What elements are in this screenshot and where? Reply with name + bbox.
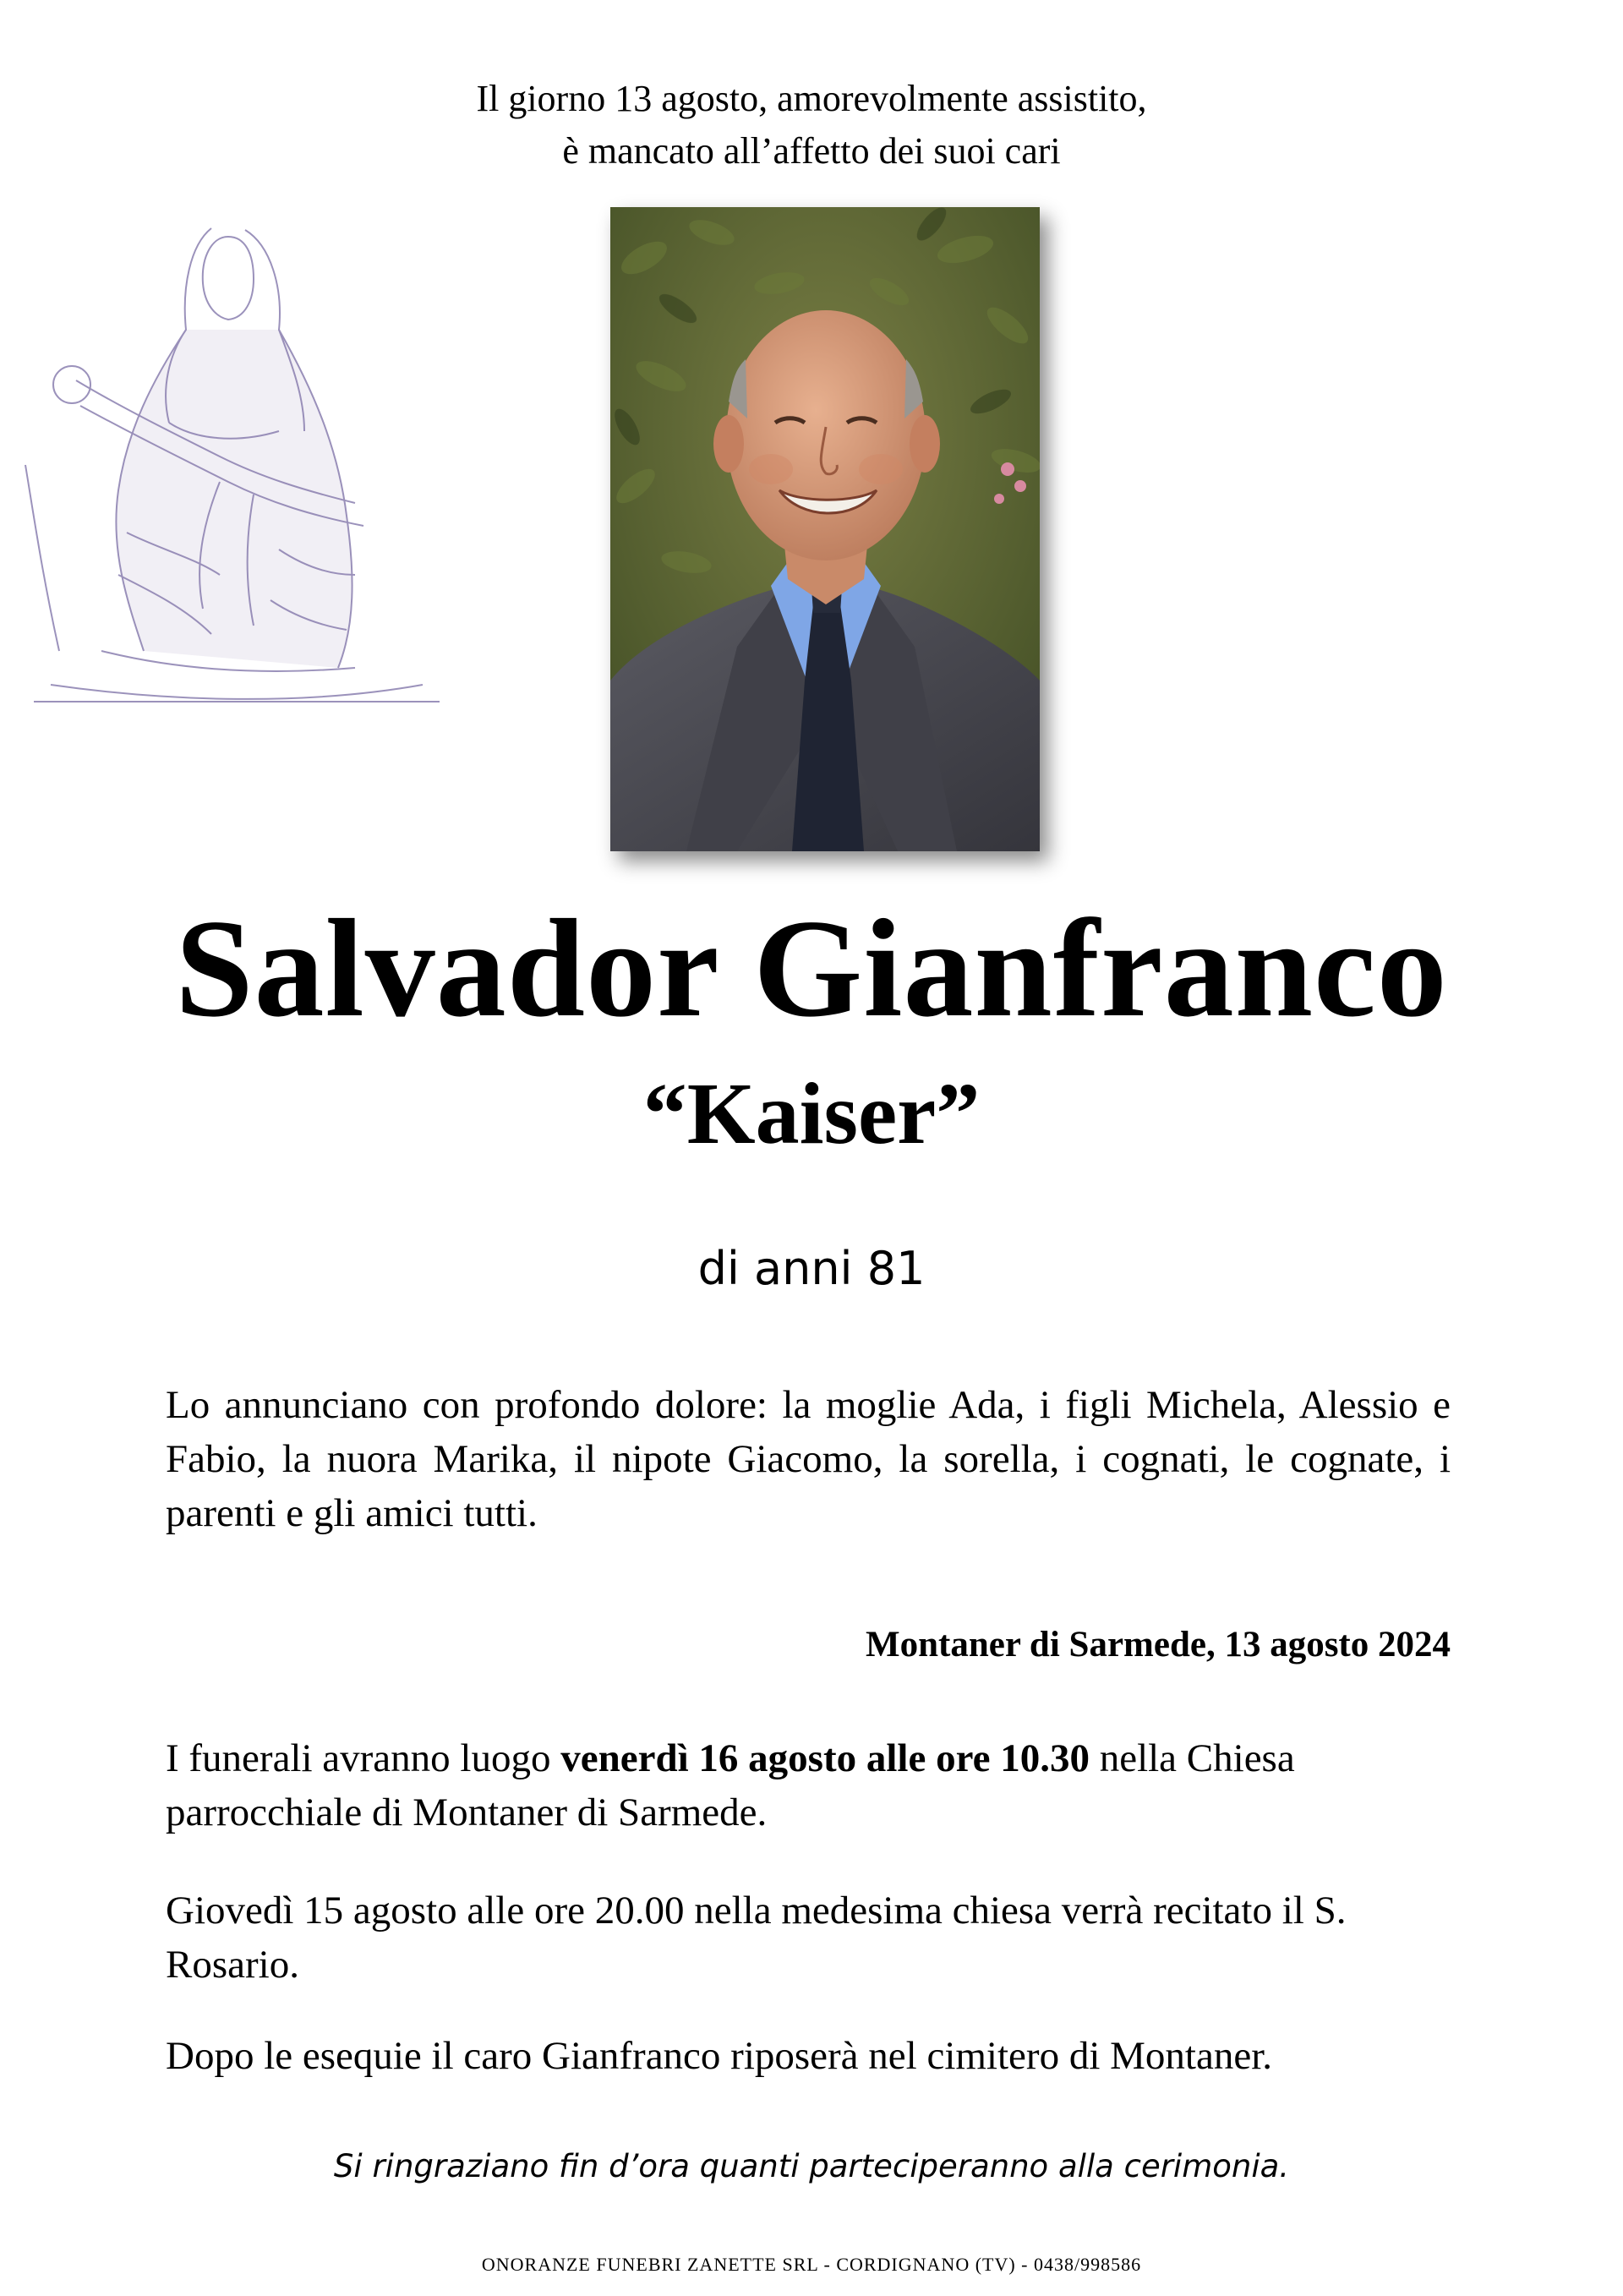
rosary-info: Giovedì 15 agosto alle ore 20.00 nella medesima chiesa verrà recitato il S. Rosario. (166, 1889, 1347, 1987)
pieta-illustration (0, 211, 465, 719)
footer-funeral-home: ONORANZE FUNEBRI ZANETTE SRL - CORDIGNANO (TV) - 0438/998586 (481, 2254, 1142, 2275)
intro-line-2: è mancato all’affetto dei suoi cari (562, 130, 1061, 172)
funeral-info-after: nella Chiesa parrocchiale di Montaner di Sarmede. (166, 1736, 1295, 1834)
intro-line-1: Il giorno 13 agosto, amorevolmente assistito, (476, 78, 1147, 119)
funeral-info-datetime: venerdì 16 agosto alle ore 10.30 (560, 1736, 1090, 1780)
thanks-text: Si ringraziano fin d’ora quanti parteciperanno alla cerimonia. (333, 2148, 1290, 2184)
intro-text (0, 73, 1623, 178)
portrait-image (610, 207, 1040, 851)
announcement-text: Lo annunciano con profondo dolore: la moglie Ada, i figli Michela, Alessio e Fabio, la nuora Marika, il nipote Giacomo, la sorella, i cognati, le cognate, i parenti e gli amici tutti. (166, 1383, 1451, 1535)
burial-info: Dopo le esequie il caro Gianfranco riposerà nel cimitero di Montaner. (166, 2034, 1273, 2078)
funeral-info (166, 1731, 1451, 1840)
deceased-name: Salvador Gianfranco (175, 890, 1448, 1046)
deceased-age: di anni 81 (697, 1242, 926, 1295)
deceased-nickname: “Kaiser” (642, 1065, 981, 1162)
portrait-photo (610, 207, 1040, 851)
funeral-info-before: I funerali avranno luogo (166, 1736, 561, 1780)
place-date: Montaner di Sarmede, 13 agosto 2024 (866, 1625, 1451, 1665)
